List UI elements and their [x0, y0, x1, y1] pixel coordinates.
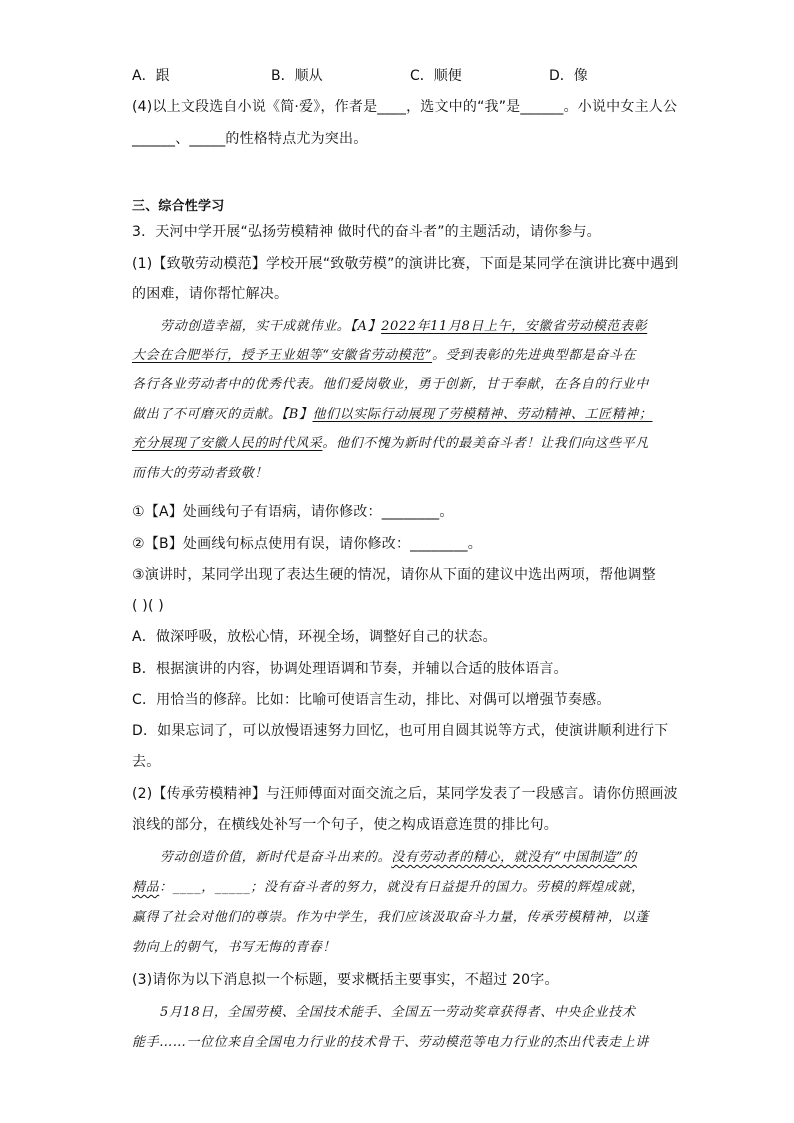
choice-d-line2: 去。 [132, 754, 161, 770]
subquestion-3-answer-blanks: ( )( ) [132, 598, 164, 614]
underlined-sentence-a-cont: 大会在合肥举行，授予王业姐等“安徽省劳动模范” [132, 348, 433, 363]
option-d: D．像 [549, 68, 588, 84]
choice-a: A．做深呼吸，放松心情，环视全场，调整好自己的状态。 [132, 629, 497, 645]
passage2-line1 [160, 848, 637, 868]
wavy-underlined-sentence-cont: 精品 [132, 880, 160, 895]
passage1-line4 [132, 405, 652, 425]
choice-b: B．根据演讲的内容，协调处理语调和节奏，并辅以合适的肢体语言。 [132, 661, 568, 677]
passage1-line6: 而伟大的劳动者致敬！ [132, 466, 269, 481]
passage1-line5 [132, 434, 649, 454]
passage1-text: 。他们不愧为新时代的最美奋斗者！让我们向这些平凡 [322, 436, 649, 451]
passage1-line3: 各行各业劳动者中的优秀代表。他们爱岗敬业，勇于创新，甘于奉献，在各自的行业中 [132, 377, 649, 392]
passage2-line3: 赢得了社会对他们的尊崇。作为中学生，我们应该汲取奋斗力量，传承劳模精神，以蓬 [132, 910, 649, 925]
part1-prompt-line1: (1)【致敬劳动模范】学校开展“致敬劳模”的演讲比赛，下面是某同学在演讲比赛中遇到 [132, 256, 679, 272]
subquestion-1: ①【A】处画线句子有语病，请你修改：________。 [132, 504, 454, 520]
passage2-line4: 勃向上的朝气，书写无悔的青春！ [132, 940, 337, 955]
question-4-line2: ______、_____的性格特点尤为突出。 [132, 131, 368, 147]
option-b: B．顺从 [271, 68, 323, 84]
underlined-sentence-b: 他们以实际行动展现了劳模精神、劳动精神、工匠精神； [312, 407, 653, 422]
passage2-text: 劳动创造价值，新时代是奋斗出来的。 [160, 850, 392, 865]
passage1-line1 [160, 317, 647, 337]
passage1-text: 劳动创造幸福，实干成就伟业。【A】 [160, 319, 382, 334]
passage2-text: ：____，_____；没有奋斗者的努力，就没有日益提升的国力。劳模的辉煌成就， [159, 880, 645, 895]
passage1-line2 [132, 346, 636, 366]
subquestion-2: ②【B】处画线句标点使用有误，请你修改：________。 [132, 536, 482, 552]
wavy-underlined-sentence: 没有劳动者的精心，就没有“中国制造”的 [391, 850, 637, 865]
choice-c: C．用恰当的修辞。比如：比喻可使语言生动，排比、对偶可以增强节奏感。 [132, 692, 611, 708]
part1-prompt-line2: 的困难，请你帮忙解决。 [132, 286, 289, 302]
option-a: A．跟 [132, 68, 170, 84]
passage1-text: 。受到表彰的先进典型都是奋斗在 [432, 348, 637, 363]
passage1-text: 做出了不可磨灭的贡献。【B】 [132, 407, 313, 422]
choice-d-line1: D．如果忘词了，可以放慢语速努力回忆，也可用自圆其说等方式，使演讲顺利进行下 [132, 723, 669, 739]
part3-prompt: (3)请你为以下消息拟一个标题，要求概括主要事实，不超过 20字。 [132, 972, 559, 988]
passage2-line2 [132, 878, 645, 898]
section-heading: 三、综合性学习 [132, 199, 225, 214]
part2-prompt-line2: 浪线的部分，在横线处补写一个句子，使之构成语意连贯的排比句。 [132, 817, 558, 833]
passage3-line1: 5月18日，全国劳模、全国技术能手、全国五一劳动奖章获得者、中央企业技术 [160, 1005, 636, 1020]
part2-prompt-line1: (2)【传承劳模精神】与汪师傅面对面交流之后，某同学发表了一段感言。请你仿照画波 [132, 786, 678, 802]
passage3-line2: 能手……一位位来自全国电力行业的技术骨干、劳动模范等电力行业的杰出代表走上讲 [132, 1035, 649, 1050]
option-c: C．顺便 [410, 68, 462, 84]
underlined-sentence-b-cont: 充分展现了安徽人民的时代风采 [132, 436, 323, 451]
underlined-sentence-a: 2022年11月8日上午，安徽省劳动模范表彰 [381, 319, 648, 334]
question-3-intro: 3．天河中学开展“弘扬劳模精神 做时代的奋斗者”的主题活动，请你参与。 [132, 224, 601, 240]
question-4-line1: (4)以上文段选自小说《简·爱》，作者是____，选文中的“我”是______。小说中女主人公 [132, 99, 678, 115]
subquestion-3-line1: ③演讲时，某同学出现了表达生硬的情况，请你从下面的建议中选出两项，帮他调整 [132, 567, 656, 583]
